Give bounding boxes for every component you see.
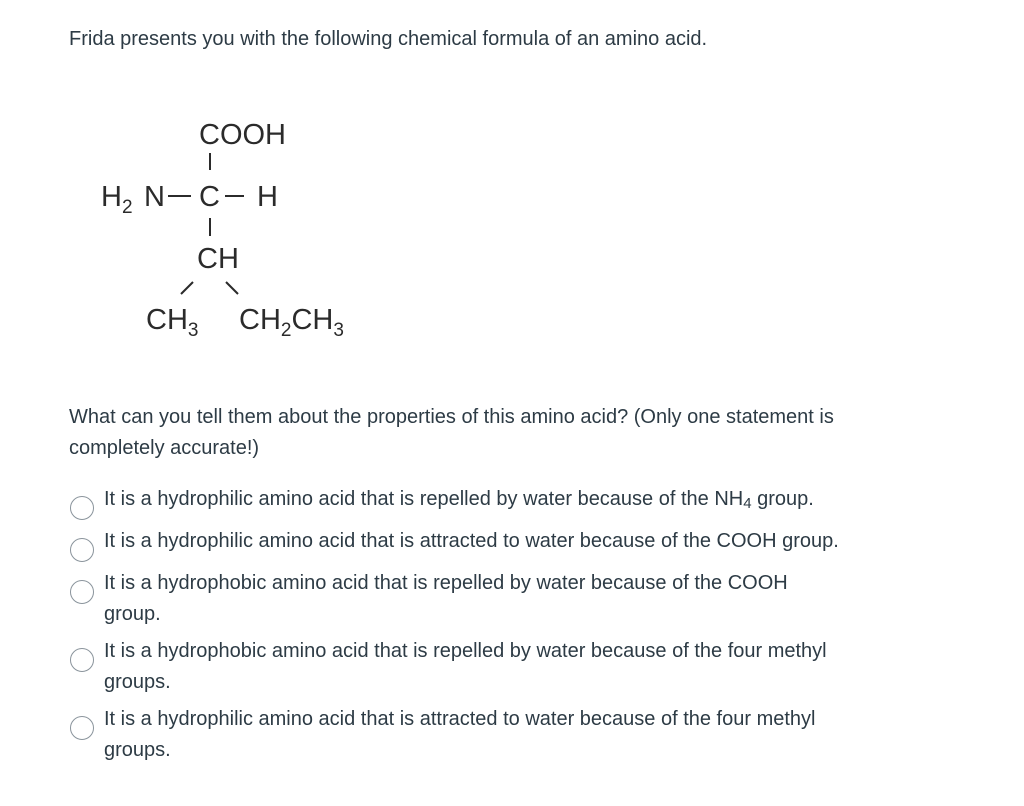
ethyl-group-label: $CH_2CH_3$ bbox=[239, 304, 344, 341]
answer-option[interactable] bbox=[70, 704, 950, 766]
radio-button[interactable] bbox=[70, 538, 94, 562]
answer-option-label: It is a hydrophobic amino acid that is repelled by water because of the four methyl groups. bbox=[104, 640, 827, 693]
amine-h-label: $H_2$ bbox=[101, 181, 133, 218]
formula-svg bbox=[95, 110, 395, 355]
answer-option[interactable] bbox=[70, 526, 950, 562]
intro-text: Frida presents you with the following chemical formula of an amino acid. bbox=[69, 28, 708, 50]
radio-button[interactable] bbox=[70, 716, 94, 740]
answer-option-label: It is a hydrophilic amino acid that is attracted to water because of the four methyl groups. bbox=[104, 708, 816, 761]
amino-acid-structural-formula bbox=[95, 110, 395, 355]
answer-option[interactable] bbox=[70, 484, 950, 520]
bond-ch-ch3 bbox=[181, 282, 193, 294]
question-text: What can you tell them about the properties of this amino acid? (Only one statement is completely accurate!) bbox=[69, 406, 834, 459]
ch-group-label: CH bbox=[197, 243, 239, 275]
answer-option-label: It is a hydrophobic amino acid that is repelled by water because of the COOH group. bbox=[104, 572, 788, 625]
answer-option[interactable] bbox=[70, 636, 950, 698]
methyl-group-label: $CH_3$ bbox=[146, 304, 199, 341]
radio-button[interactable] bbox=[70, 648, 94, 672]
answer-option[interactable] bbox=[70, 568, 950, 630]
bond-ch-ch2 bbox=[226, 282, 238, 294]
hydrogen-label: H bbox=[257, 181, 278, 213]
carboxyl-group-label: COOH bbox=[199, 119, 286, 151]
answer-option-label: It is a hydrophilic amino acid that is attracted to water because of the COOH group. bbox=[104, 530, 839, 552]
radio-button[interactable] bbox=[70, 496, 94, 520]
answer-option-label: It is a hydrophilic amino acid that is repelled by water because of the $NH_4$ group. bbox=[104, 488, 814, 512]
nitrogen-label: N bbox=[144, 181, 165, 213]
radio-button[interactable] bbox=[70, 580, 94, 604]
alpha-carbon-label: C bbox=[199, 181, 220, 213]
answer-options bbox=[70, 484, 950, 772]
